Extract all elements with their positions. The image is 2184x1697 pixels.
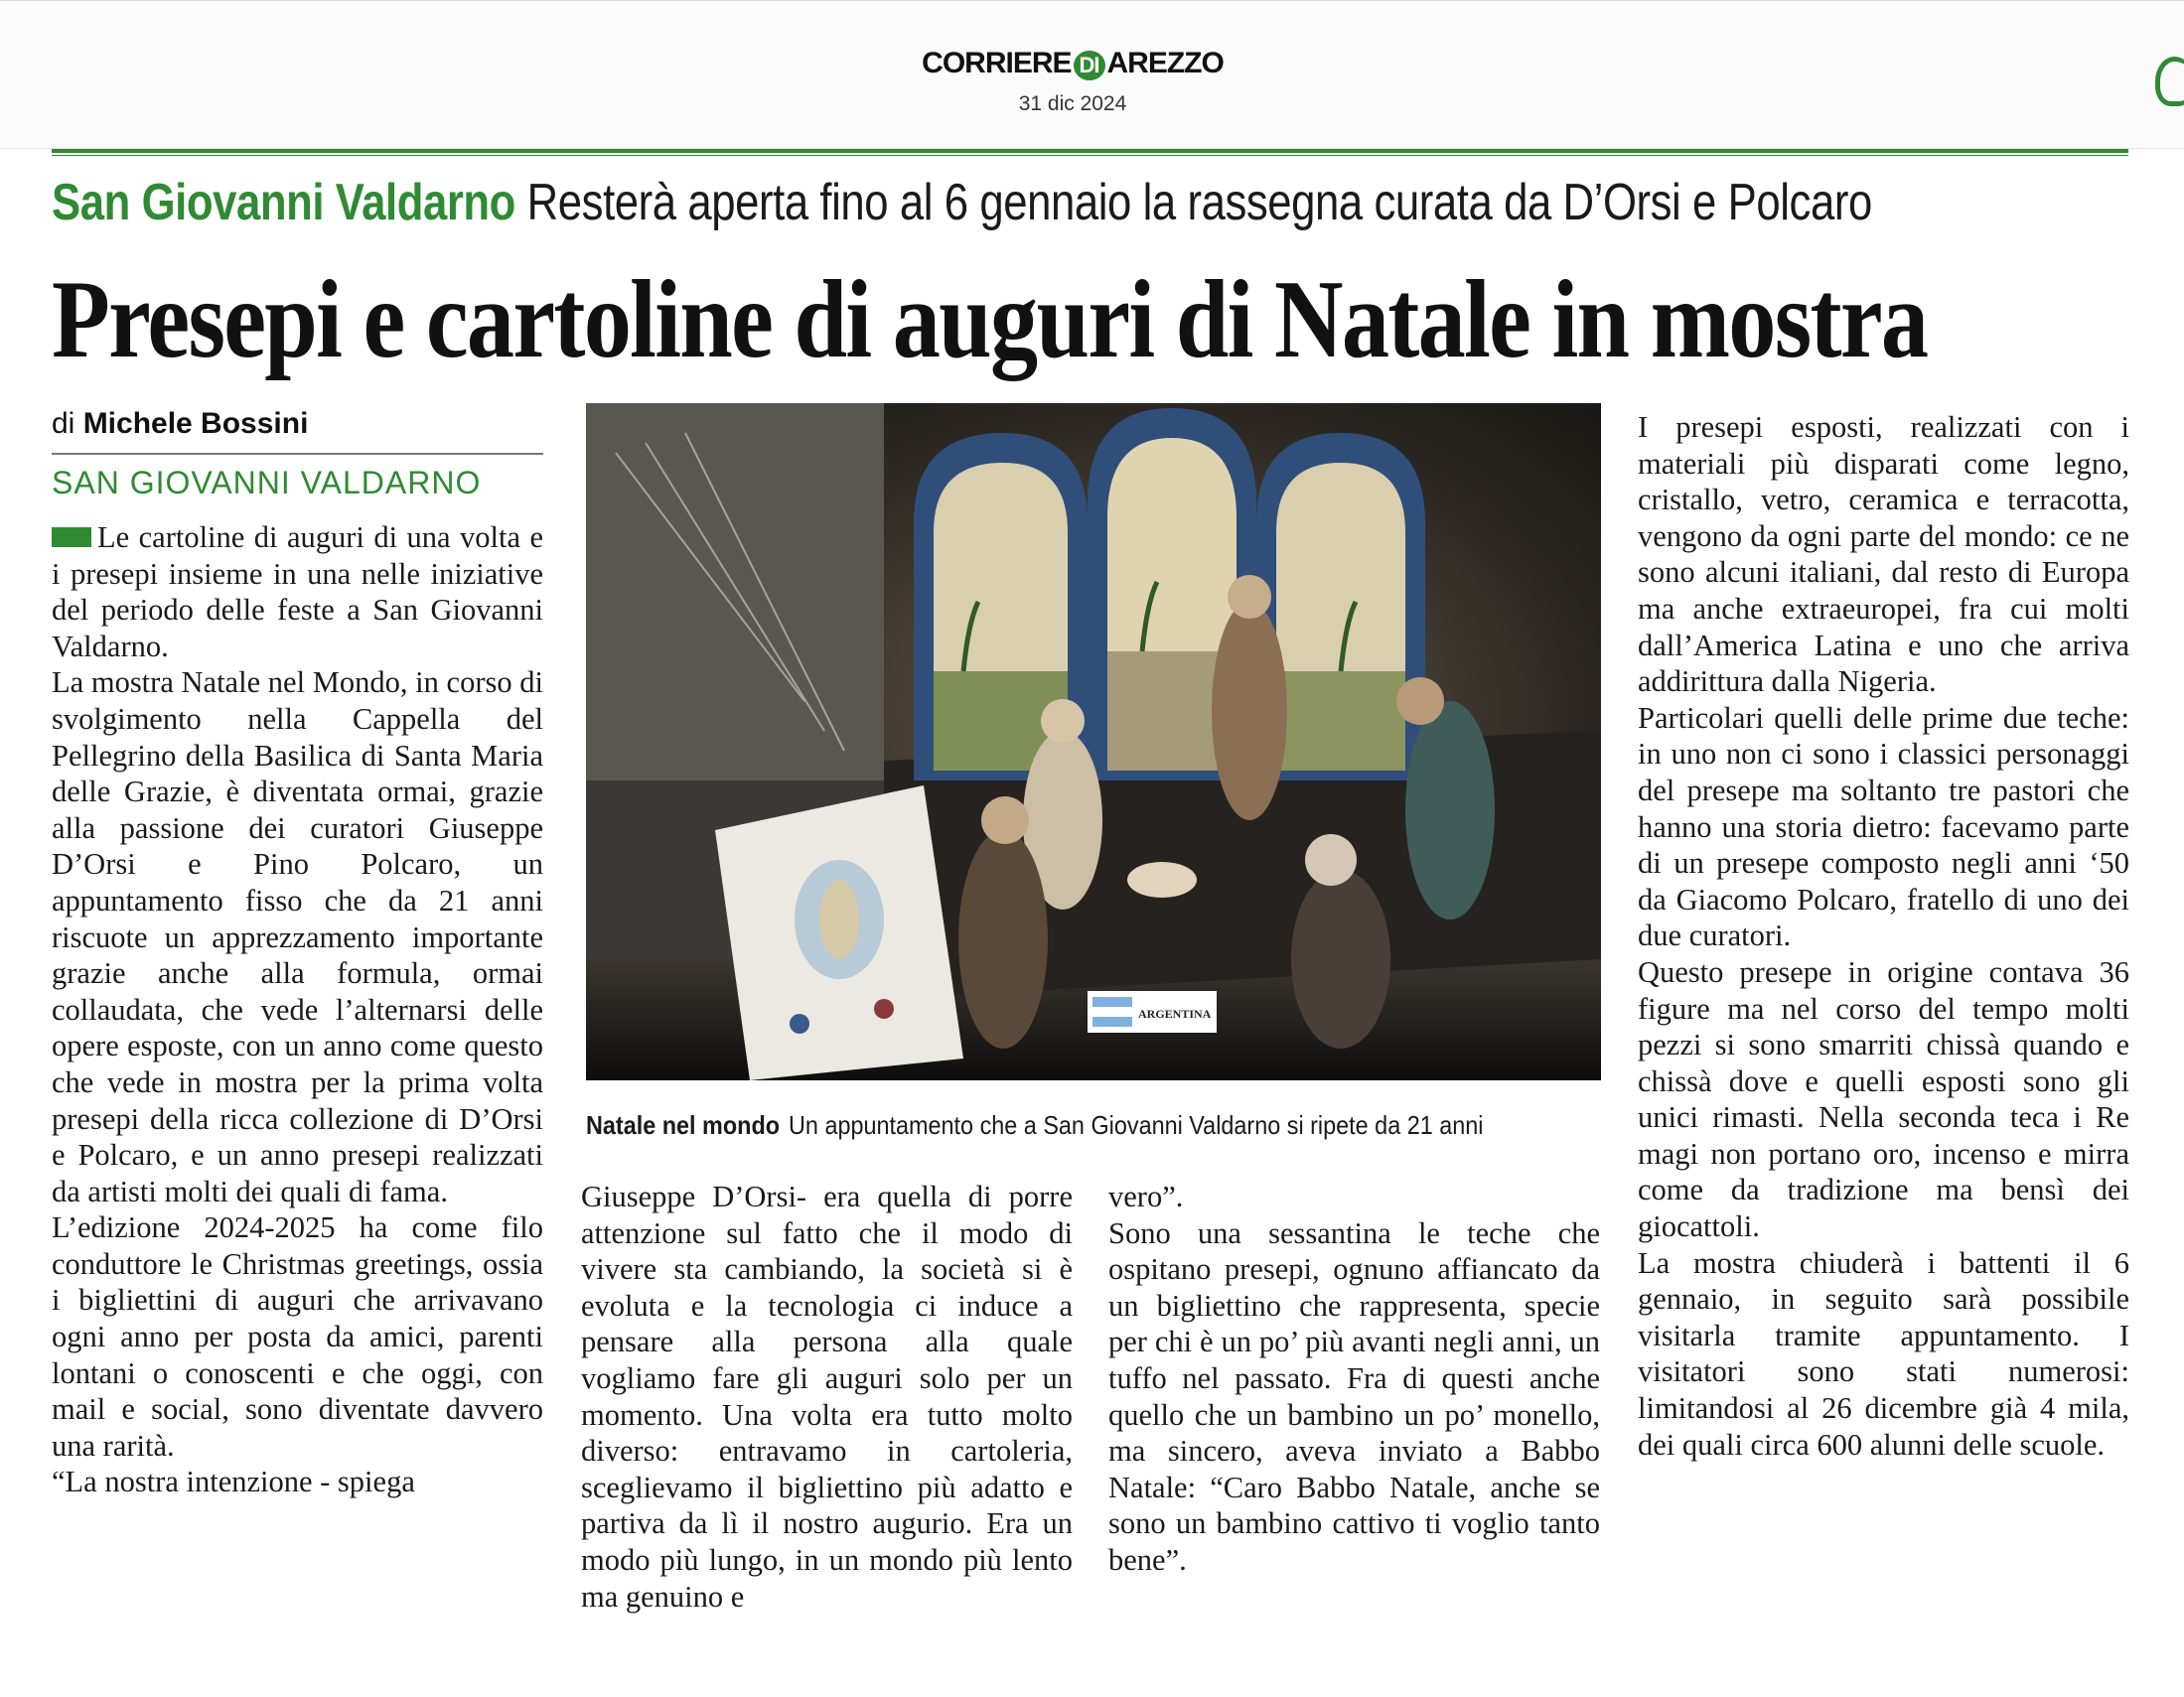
country-label-text: ARGENTINA <box>1138 1007 1212 1021</box>
caption-text: Un appuntamento che a San Giovanni Valdarno si ripete da 21 anni <box>789 1110 1484 1140</box>
paragraph: Particolari quelli delle prime due teche: in uno non ci sono i classici personaggi del presepe ma soltanto tre pastori che hanno una storia dietro: facevamo parte di un presepe composto negli anni ‘50 da Giacomo Polcaro, fratello di uno dei due curatori. <box>1638 700 2129 953</box>
kicker-place: San Giovanni Valdarno <box>52 174 515 231</box>
issue-date: 31 dic 2024 <box>1018 92 1127 115</box>
author-name: Michele Bossini <box>82 407 309 440</box>
article-kicker <box>52 173 1872 232</box>
byline-prefix: di <box>52 407 83 440</box>
paragraph: vero”. <box>1108 1180 1184 1213</box>
text-column-1 <box>52 519 543 1500</box>
paragraph-marker <box>52 527 91 547</box>
paragraph: La mostra Natale nel Mondo, in corso di svolgimento nella Cappella del Pellegrino della Basilica di Santa Maria delle Grazie, è diventata ormai, grazie alla passione dei curatori Giuseppe D’Orsi e Pino Polcaro, un appuntamento fisso che da 21 anni riscuote un apprezzamento importante grazie anche alla formula, ormai collaudata, che vede l’alternarsi delle opere esposte, con un anno come questo che vede in mostra per la prima volta presepi della ricca collezione di D’Orsi e Polcaro, e un anno presepi realizzati da artisti molti dei quali di fama. <box>52 665 543 1208</box>
top-rule-thin <box>52 155 2128 156</box>
dateline: SAN GIOVANNI VALDARNO <box>52 465 482 500</box>
logo-left: CORRIERE <box>922 47 1072 79</box>
text-column-4 <box>1638 409 2129 1463</box>
nativity-photo <box>586 403 1601 1080</box>
paragraph: “La nostra intenzione - spiega <box>52 1465 415 1499</box>
paragraph: Questo presepe in origine contava 36 figure ma nel corso del tempo molti pezzi si sono smarriti chissà quando e chissà dove e quelli esposti sono gli unici rimasti. Nella seconda teca i Re magi non portano oro, incenso e mirra come da tradizione ma bensì dei giocattoli. <box>1638 954 2129 1244</box>
byline <box>52 407 308 441</box>
paragraph <box>52 519 543 664</box>
logo-di: DI <box>1074 51 1105 80</box>
photo-caption <box>586 1110 1483 1141</box>
caption-title: Natale nel mondo <box>586 1110 781 1140</box>
paragraph: La mostra chiuderà i battenti il 6 gennaio, in seguito sarà possibile visitarla tramite appuntamento. I visitatori sono stati numerosi: limitandosi al 26 dicembre già 4 mila, dei quali circa 600 alunni delle scuole. <box>1638 1245 2129 1462</box>
article-headline: Presepi e cartoline di auguri di Natale in mostra <box>52 258 1928 381</box>
greeting-card <box>715 785 963 1080</box>
kicker-subtitle: Resterà aperta fino al 6 gennaio la rassegna curata da D’Orsi e Polcaro <box>514 174 1872 231</box>
country-label <box>1088 991 1217 1033</box>
masthead-logo <box>0 47 2145 80</box>
paragraph-text: Le cartoline di auguri di una volta e i presepi insieme in una nelle iniziative del periodo delle feste a San Giovanni Valdarno. <box>52 520 543 663</box>
app-header <box>0 0 2184 149</box>
paragraph: I presepi esposti, realizzati con i materiali più disparati come legno, cristallo, vetro, ceramica e terracotta, vengono da ogni parte del mondo: ce ne sono alcuni italiani, dal resto di Europa ma anche extraeuropei, fra cui molti dall’America Latina e uno che arriva addirittura dalla Nigeria. <box>1638 410 2129 699</box>
paragraph: L’edizione 2024-2025 ha come filo conduttore le Christmas greetings, ossia i bigliettini di auguri che arrivavano ogni anno per posta da amici, parenti lontani o conoscenti e che oggi, con mail e social, sono diventate davvero una rarità. <box>52 1210 543 1463</box>
paragraph: Sono una sessantina le teche che ospitano presepi, ognuno affiancato da un bigliettino che rappresenta, specie per chi è un po’ più avanti negli anni, un tuffo nel passato. Fra di questi anche quello che un bambino un po’ monello, ma sincero, aveva inviato a Babbo Natale: “Caro Babbo Natale, anche se sono un bambino cattivo ti voglio tanto bene”. <box>1108 1215 1600 1577</box>
text-column-2 <box>581 1179 1073 1615</box>
app-menu-icon[interactable] <box>2155 57 2184 106</box>
logo-right: AREZZO <box>1106 47 1224 79</box>
text-column-3 <box>1108 1179 1600 1579</box>
byline-rule <box>52 453 543 455</box>
paragraph: Giuseppe D’Orsi- era quella di porre attenzione sul fatto che il modo di vivere sta cambiando, la società si è evoluta e la tecnologia ci induce a pensare alla persona alla quale vogliamo fare gli auguri solo per un momento. Una volta era tutto molto diverso: entravamo in cartoleria, sceglievamo il bigliettino più adatto e partiva da lì il nostro augurio. Era un modo più lungo, in un mondo più lento ma genuino e <box>581 1180 1073 1614</box>
top-rule <box>52 149 2128 153</box>
triptych-backdrop <box>914 408 1425 780</box>
